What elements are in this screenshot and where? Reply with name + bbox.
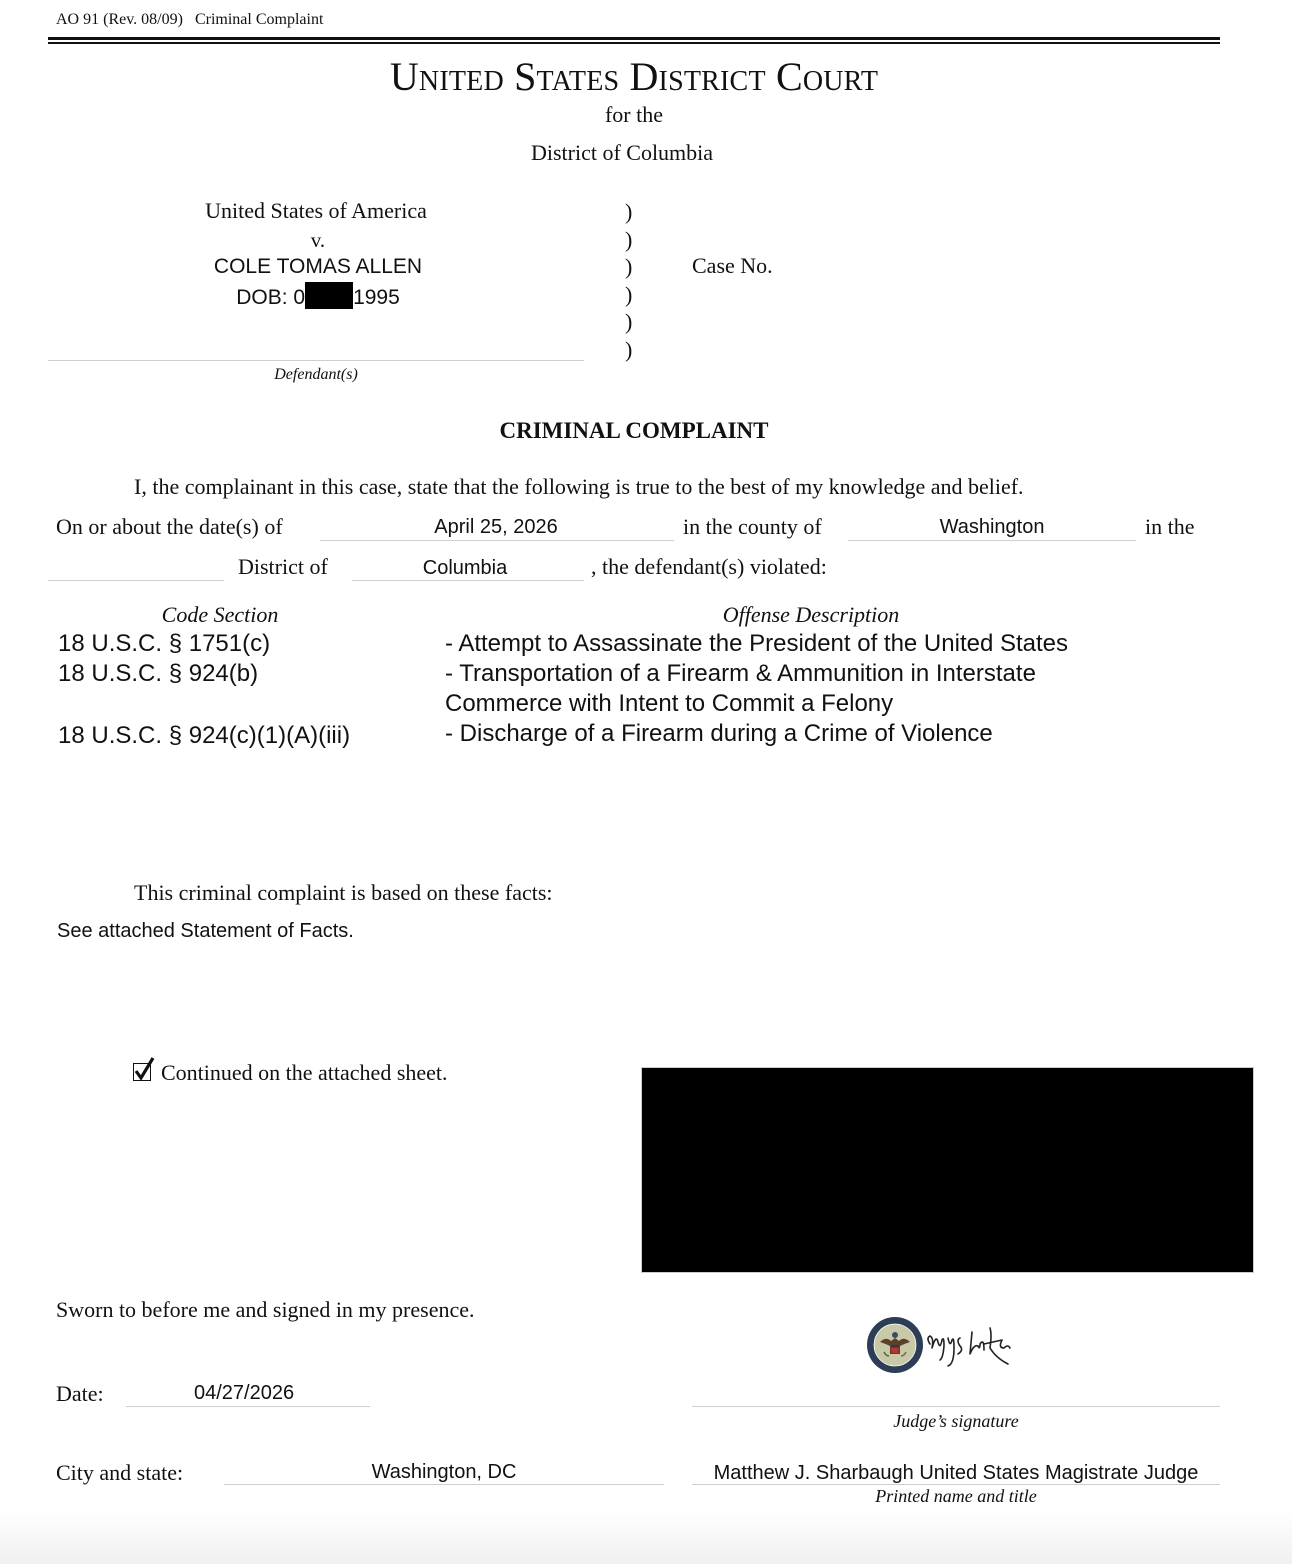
- offense-description-3: - Discharge of a Firearm during a Crime of Violence: [445, 720, 993, 747]
- court-seal-icon: [866, 1316, 924, 1379]
- district-prefix-field[interactable]: [48, 580, 224, 581]
- printed-name-label: Printed name and title: [875, 1486, 1037, 1506]
- district-of-text: District of: [238, 554, 328, 579]
- header-rule-top: [48, 37, 1220, 40]
- judge-printed-name-field[interactable]: Matthew J. Sharbaugh United States Magistrate Judge: [713, 1462, 1199, 1484]
- court-district: District of Columbia: [530, 140, 714, 165]
- sworn-statement: Sworn to before me and signed in my presence.: [56, 1297, 475, 1322]
- defendant-label: Defendant(s): [274, 366, 358, 383]
- header-rule-bottom: [48, 42, 1220, 44]
- caption-underline: [48, 360, 584, 361]
- city-state-label: City and state:: [56, 1460, 184, 1485]
- complaint-intro: I, the complainant in this case, state that the following is true to the best of my knowledge and belief.: [134, 474, 1024, 499]
- complaint-title: CRIMINAL COMPLAINT: [499, 418, 769, 443]
- judge-signature-line: [692, 1406, 1220, 1407]
- in-the-text: in the: [1145, 514, 1195, 539]
- judge-signature-icon: [920, 1314, 1040, 1379]
- city-state-underline: [224, 1484, 664, 1485]
- facts-body: See attached Statement of Facts.: [57, 920, 354, 942]
- form-identifier: AO 91 (Rev. 08/09) Criminal Complaint: [56, 11, 324, 28]
- signed-date-underline: [126, 1406, 370, 1407]
- complainant-signature-redaction: [641, 1067, 1254, 1273]
- signed-date-field[interactable]: 04/27/2026: [194, 1382, 295, 1404]
- offense-date-field[interactable]: April 25, 2026: [434, 516, 558, 538]
- offense-code-3: 18 U.S.C. § 924(c)(1)(A)(iii): [58, 722, 351, 749]
- offense-description-header: Offense Description: [722, 602, 900, 627]
- caption-versus: v.: [310, 228, 326, 252]
- offense-description-2: - Transportation of a Firearm & Ammunition in Interstate: [445, 660, 1036, 687]
- offense-code-1: 18 U.S.C. § 1751(c): [58, 630, 271, 657]
- judge-printed-name-underline: [692, 1484, 1220, 1485]
- county-underline: [848, 540, 1136, 541]
- dob-suffix: 1995: [353, 286, 400, 309]
- continued-checkbox[interactable]: [133, 1063, 151, 1081]
- county-field[interactable]: Washington: [939, 516, 1045, 538]
- date-label: Date:: [56, 1381, 104, 1406]
- code-section-header: Code Section: [161, 602, 279, 627]
- court-for-the: for the: [604, 102, 664, 127]
- offense-description-1: - Attempt to Assassinate the President of the United States: [445, 630, 1069, 657]
- dob-prefix: DOB: 0: [236, 286, 306, 309]
- city-state-field[interactable]: Washington, DC: [371, 1461, 517, 1483]
- district-field[interactable]: Columbia: [422, 557, 508, 579]
- continued-label: Continued on the attached sheet.: [161, 1060, 448, 1085]
- county-prefix-text: in the county of: [683, 514, 822, 539]
- caption-parentheses: ) ) ) ) ) ): [625, 199, 633, 362]
- offense-description-2-continued: Commerce with Intent to Commit a Felony: [445, 690, 894, 717]
- date-prefix-text: On or about the date(s) of: [56, 514, 283, 539]
- district-underline: [352, 580, 584, 581]
- checkmark-icon: [133, 1056, 155, 1082]
- caption-defendant-dob: [48, 282, 588, 310]
- violated-text: , the defendant(s) violated:: [591, 554, 827, 579]
- offense-code-2: 18 U.S.C. § 924(b): [58, 660, 259, 687]
- judge-signature-label: Judge’s signature: [893, 1411, 1019, 1431]
- offense-date-underline: [320, 540, 674, 541]
- caption-plaintiff: United States of America: [205, 198, 427, 223]
- caption-defendant-name: COLE TOMAS ALLEN: [213, 255, 423, 278]
- dob-redaction: [305, 282, 353, 309]
- court-title: United States District Court: [389, 54, 879, 99]
- facts-intro: This criminal complaint is based on these facts:: [134, 880, 553, 905]
- case-number-label: Case No.: [692, 253, 773, 278]
- continued-row: [133, 1060, 448, 1086]
